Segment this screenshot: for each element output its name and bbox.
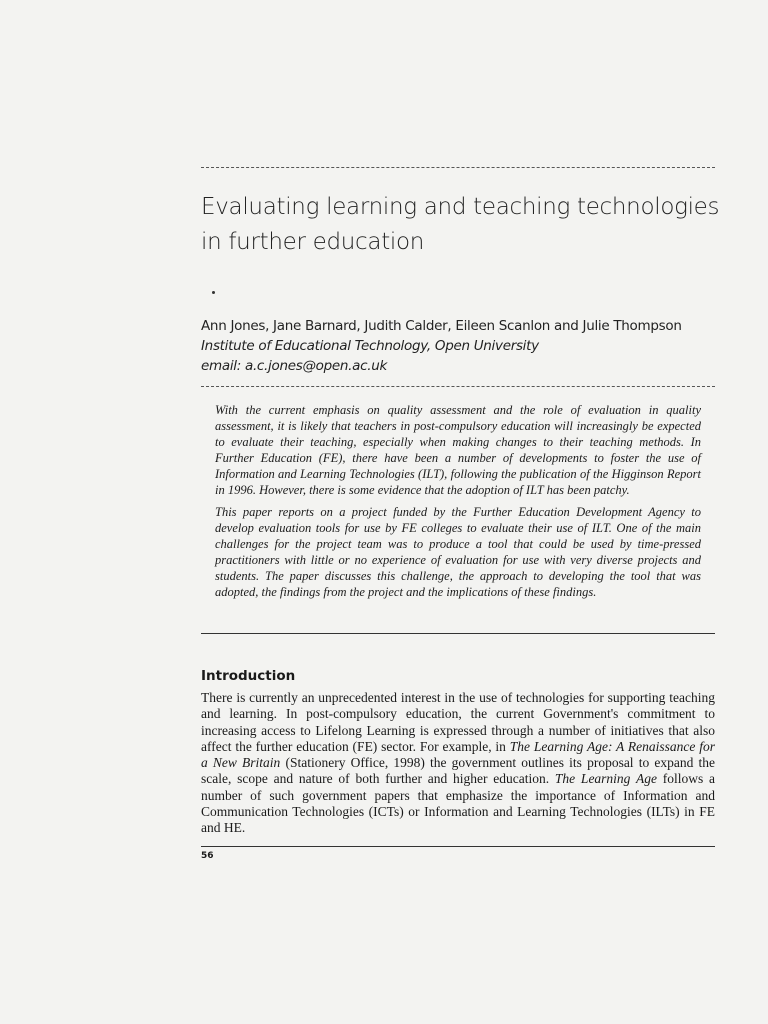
abstract-bottom-divider: [201, 633, 715, 634]
email: email: a.c.jones@open.ac.uk: [201, 358, 387, 374]
abstract: [215, 402, 701, 606]
abstract-paragraph: This paper reports on a project funded by the Further Education Development Agency to develop evaluation tools for use by FE colleges to evaluate their use of ILT. One of the main challenges for the project team was to produce a tool that could be used by time-pressed practitioners with little or no experience of evaluation for use with very diverse projects and students. The paper discusses this challenge, the approach to developing the tool that was adopted, the findings from the project and the implications of these findings.: [215, 505, 701, 599]
abstract-top-divider: [201, 386, 715, 387]
author-block: [201, 316, 721, 376]
scan-mark: [212, 291, 215, 294]
body-paragraph: There is currently an unprecedented interest in the use of technologies for supporting teaching and learning. In post-compulsory education, the current Government's commitment to increasing access to Lifelong Learning is expressed through a number of initiatives that also affect the further education (FE) sector. For example, in The Learning Age: A Renaissance for a New Britain (Stationery Office, 1998) the government outlines its proposal to expand the scale, scope and nature of both further and higher education. The Learning Age follows a number of such government papers that emphasize the importance of Information and Communication Technologies (ICTs) or Information and Learning Technologies (ILTs) in FE and HE.: [201, 690, 716, 836]
top-divider: [201, 167, 715, 168]
article-title: Evaluating learning and teaching technologies in further education: [201, 194, 720, 255]
footer-divider: [201, 846, 715, 847]
abstract-paragraph: With the current emphasis on quality assessment and the role of evaluation in quality assessment, it is likely that teachers in post-compulsory education will increasingly be expected to evaluate their teaching, especially when making changes to their teaching methods. In Further Education (FE), there have been a number of developments to foster the use of Information and Learning Technologies (ILT), following the publication of the Higginson Report in 1996. However, there is some evidence that the adoption of ILT has been patchy.: [215, 403, 701, 497]
introduction-body: [201, 690, 715, 837]
page-number: 56: [201, 851, 214, 861]
author-list: Ann Jones, Jane Barnard, Judith Calder, Eileen Scanlon and Julie Thompson: [201, 318, 682, 334]
affiliation: Institute of Educational Technology, Open University: [201, 338, 539, 354]
section-heading: Introduction: [201, 668, 296, 684]
